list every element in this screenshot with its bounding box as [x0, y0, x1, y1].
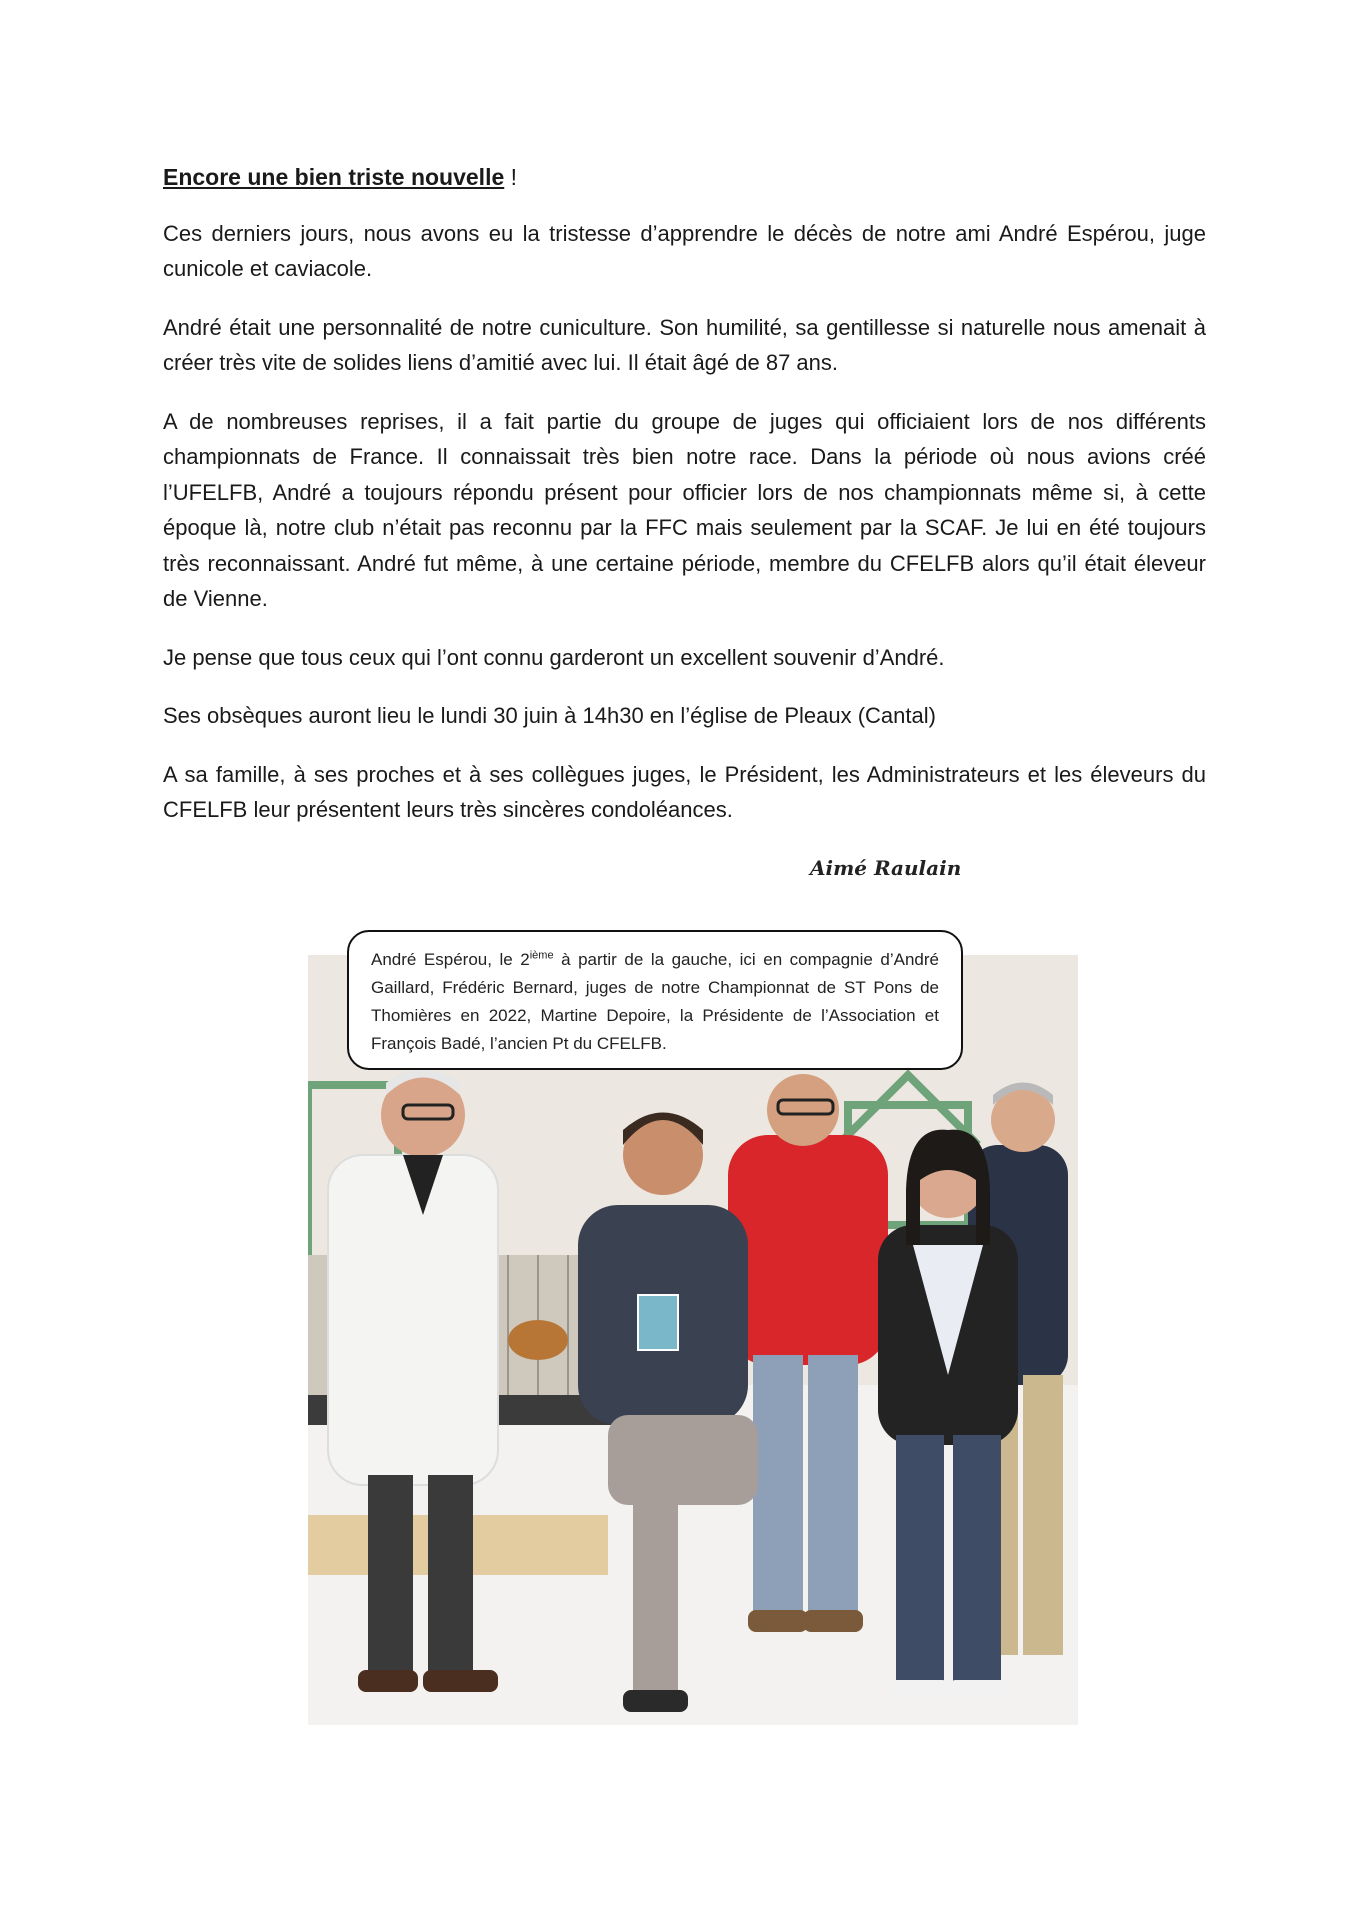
group-photo — [308, 955, 1078, 1725]
paragraph-5: Ses obsèques auront lieu le lundi 30 juin à 14h30 en l’église de Pleaux (Cantal) — [163, 703, 936, 728]
group-photo-illustration — [308, 955, 1078, 1725]
signature: Aimé Raulain — [810, 856, 962, 880]
photo-caption — [347, 930, 963, 1070]
paragraph-1: Ces derniers jours, nous avons eu la tristesse d’apprendre le décès de notre ami André Espérou, juge cunicole et caviacole. — [163, 220, 1206, 281]
caption-text-part2: à partir de la gauche, ici en compagnie d’André Gaillard, Frédéric Bernard, juges de notre Championnat de ST Pons de Thomières en 2022, Martine Depoire, la Présidente de l’Association et François Badé, l’ancien Pt du CFELFB. — [371, 950, 939, 1053]
rabbit — [508, 1320, 568, 1360]
paragraph-6: A sa famille, à ses proches et à ses collègues juges, le Président, les Administrateurs et les éleveurs du CFELFB leur présentent leurs très sincères condoléances. — [163, 761, 1206, 822]
article-title-suffix: ! — [504, 164, 518, 190]
paragraph-2: André était une personnalité de notre cuniculture. Son humilité, sa gentillesse si naturelle nous amenait à créer très vite de solides liens d’amitié avec lui. Il était âgé de 87 ans. — [163, 314, 1206, 375]
paragraph-4: Je pense que tous ceux qui l’ont connu garderont un excellent souvenir d’André. — [163, 644, 945, 670]
paragraph-3: A de nombreuses reprises, il a fait partie du groupe de juges qui officiaient lors de nos différents championnats de France. Il connaissait très bien notre race. Dans la période où nous avions créé l’UFELFB, André a toujours répondu présent pour officier lors de nos championnats même si, à cette époque là, notre club n’était pas reconnu par la FFC mais seulement par la SCAF. Je lui en été toujours très reconnaissant. André fut même, à une certaine période, membre du CFELFB alors qu’il était éleveur de Vienne. — [163, 408, 1206, 611]
caption-text-part1: André Espérou, le 2 — [371, 950, 530, 969]
caption-superscript: ième — [529, 949, 554, 962]
article-title: Encore une bien triste nouvelle — [163, 164, 505, 190]
article-title-line — [163, 160, 1206, 196]
book-in-hand — [638, 1295, 678, 1350]
article-body — [163, 160, 1206, 851]
